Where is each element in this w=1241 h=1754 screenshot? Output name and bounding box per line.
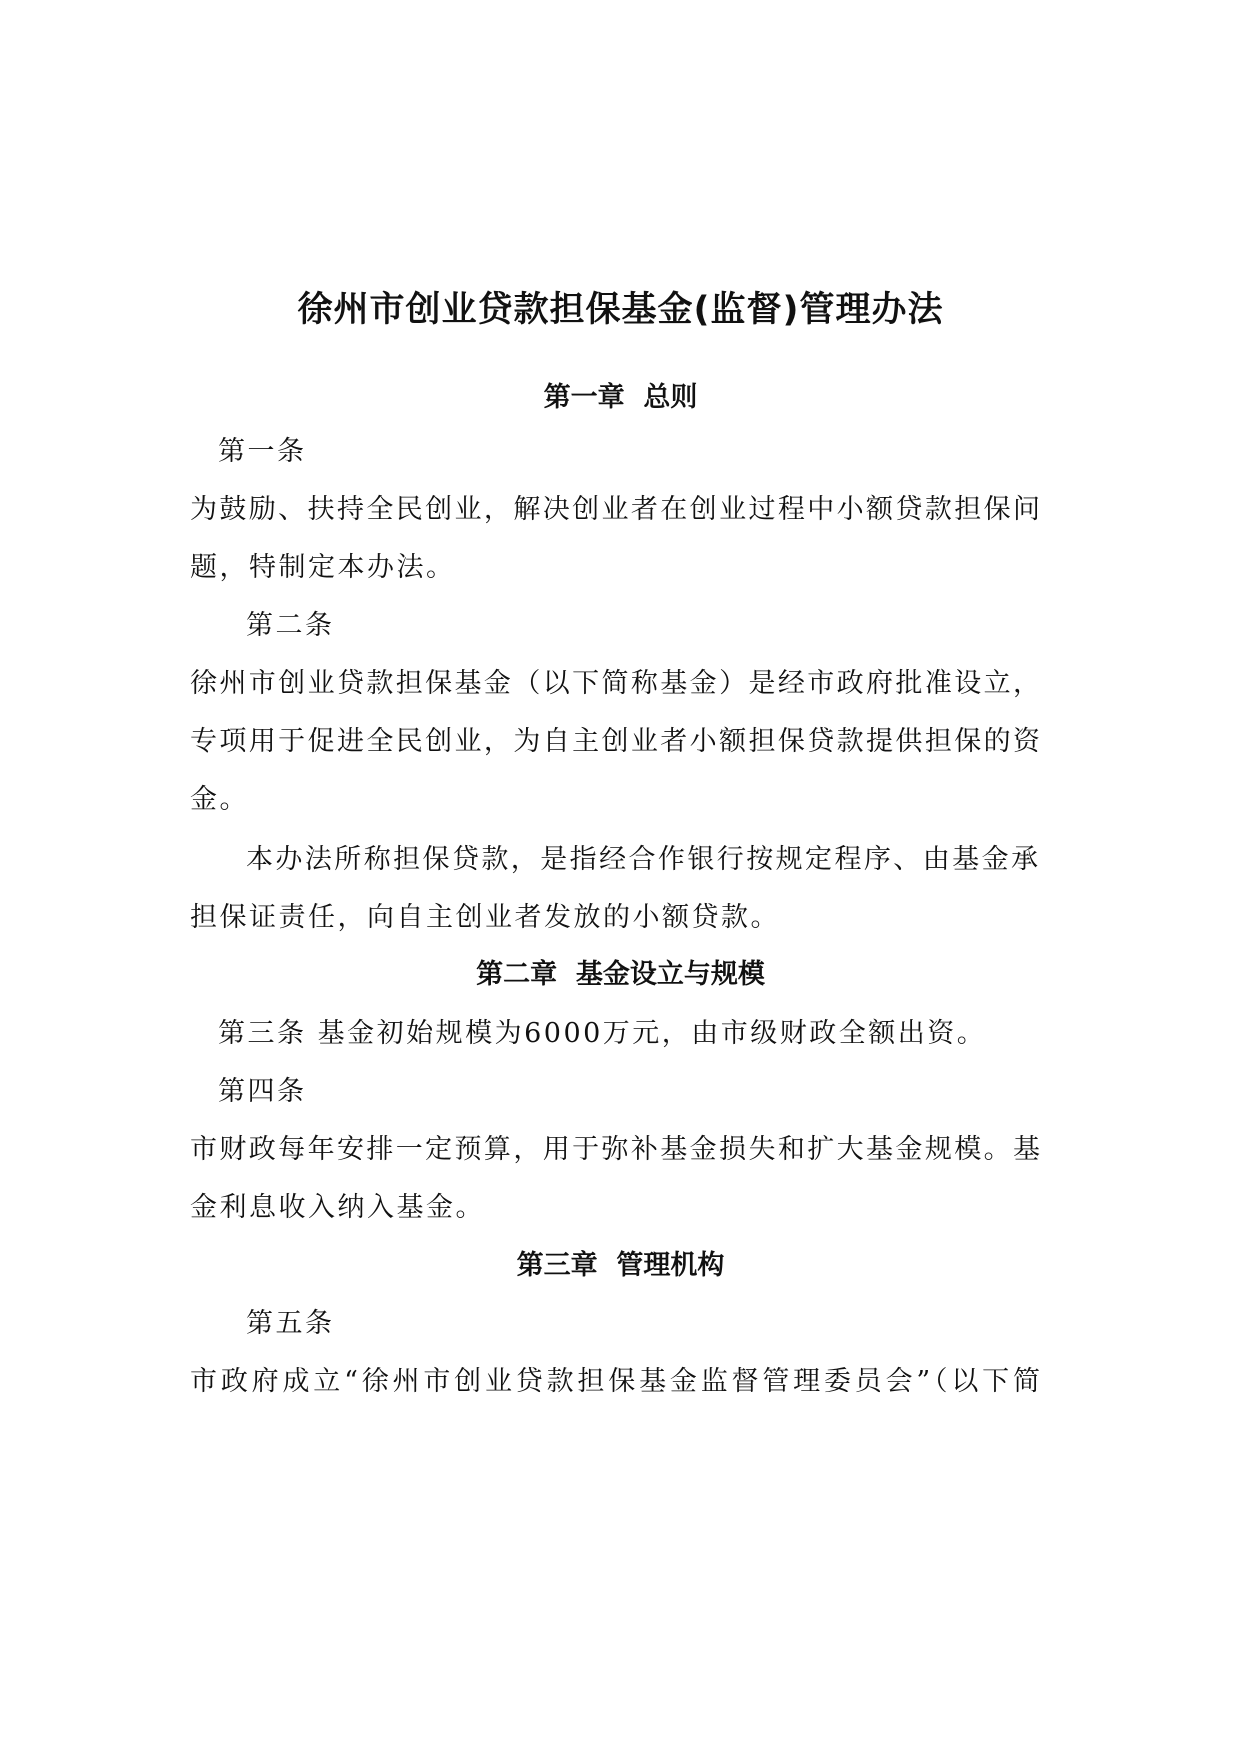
article-2-line-1: 徐州市创业贷款担保基金（以下简称基金）是经市政府批准设立， <box>190 668 1040 699</box>
article-2-line-3: 金。 <box>190 784 249 815</box>
article-3-text: 第三条 基金初始规模为6000万元，由市级财政全额出资。 <box>218 1018 987 1049</box>
article-1-line-2: 题，特制定本办法。 <box>190 552 456 583</box>
article-4-line-1: 市财政每年安排一定预算，用于弥补基金损失和扩大基金规模。基 <box>190 1134 1040 1165</box>
article-2-para-2-line-2: 担保证责任，向自主创业者发放的小额贷款。 <box>190 902 780 933</box>
article-4-line-2: 金利息收入纳入基金。 <box>190 1192 485 1223</box>
article-5-line-1: 市政府成立“徐州市创业贷款担保基金监督管理委员会”（以下简 <box>190 1366 1040 1397</box>
chapter-1-heading: 第一章 总则 <box>543 382 698 413</box>
article-1-line-1: 为鼓励、扶持全民创业，解决创业者在创业过程中小额贷款担保问 <box>190 494 1040 525</box>
article-1-label: 第一条 <box>218 436 307 467</box>
article-2-label: 第二条 <box>246 610 335 641</box>
article-2-para-2-line-1: 本办法所称担保贷款，是指经合作银行按规定程序、由基金承 <box>246 844 1038 875</box>
article-5-label: 第五条 <box>246 1308 335 1339</box>
article-2-line-2: 专项用于促进全民创业，为自主创业者小额担保贷款提供担保的资 <box>190 726 1040 757</box>
chapter-2-heading: 第二章 基金设立与规模 <box>476 959 765 990</box>
chapter-3-heading: 第三章 管理机构 <box>516 1250 725 1281</box>
document-title: 徐州市创业贷款担保基金(监督)管理办法 <box>297 290 944 330</box>
article-4-label: 第四条 <box>218 1076 307 1107</box>
